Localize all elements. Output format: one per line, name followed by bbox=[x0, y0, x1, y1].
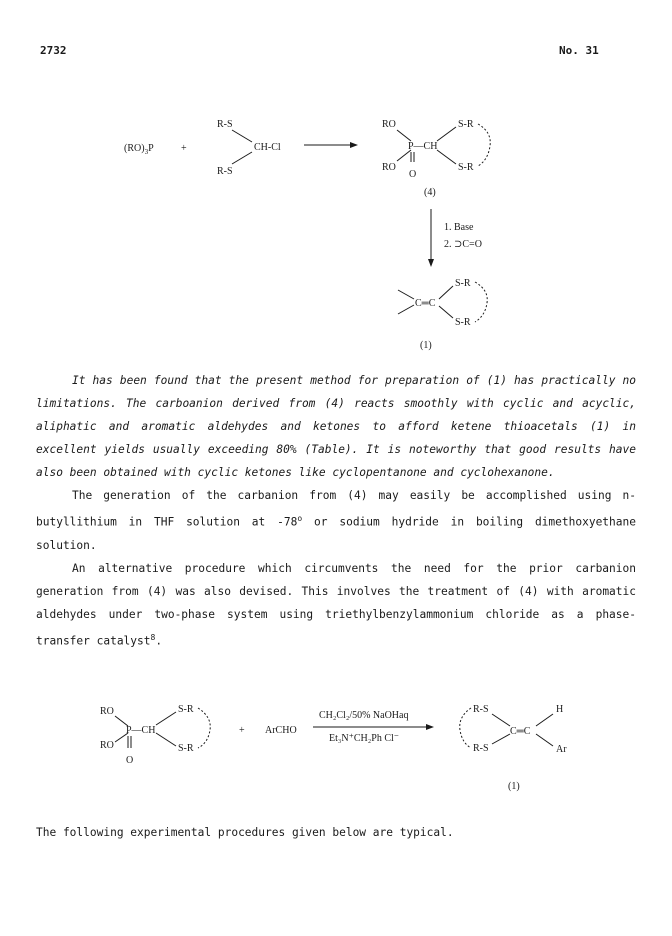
paragraph-1-text: It has been found that the present method for preparation of (1) has practically no limitations. The carboanion derived from (4) reacts smoothly with cyclic and acyclic, aliphatic and aromatic aldehydes and ketones to afford ketene thioacetals (1) in excellent yields usually exceeding 80% (Table). It is noteworthy that good results have also been obtained with cyclic ketones like cyclopentanone and cyclohexanone. bbox=[36, 374, 636, 479]
rs-bottom-label: R-S bbox=[217, 166, 233, 177]
bond-line bbox=[536, 734, 553, 746]
paragraph-2: The generation of the carbanion from (4) may easily be accomplished using n-butyllithium in THF solution at -78$^o$ or sodium hydride in boiling dimethoxyethane solution. bbox=[36, 489, 636, 552]
compound-label-4: (4) bbox=[424, 187, 436, 198]
compound-label-1: (1) bbox=[420, 340, 432, 351]
paragraph-1 bbox=[36, 369, 636, 484]
journal-issue: No. 31 bbox=[559, 44, 599, 57]
reaction-scheme-1 bbox=[0, 0, 672, 360]
prod-h-label: H bbox=[556, 704, 564, 715]
dashed-ring-bond bbox=[475, 282, 487, 322]
bond-line bbox=[439, 286, 453, 299]
plus-sign: + bbox=[181, 143, 187, 154]
paragraph-3: An alternative procedure which circumvents the need for the prior carbanion generation from (4) was also devised. This involves the treatment of (4) with aromatic aldehydes under two-phase system using triethylbenzylammonium chloride as a phase-transfer catalyst$^8$. bbox=[36, 561, 636, 648]
closing-text bbox=[36, 821, 636, 844]
paragraph-4: The following experimental procedures given below are typical. bbox=[36, 826, 454, 839]
ro-bottom-label: RO bbox=[100, 740, 114, 751]
arrow-head-icon bbox=[426, 724, 434, 730]
sr-bottom-label: S-R bbox=[178, 743, 194, 754]
step-2-label: 2. ⊃C=O bbox=[444, 239, 482, 250]
dashed-ring-bond bbox=[460, 708, 471, 748]
arrow-head-icon bbox=[350, 142, 358, 148]
plus-sign: + bbox=[239, 725, 245, 736]
pch-label: P—CH bbox=[126, 725, 156, 736]
oxygen-label: O bbox=[409, 169, 417, 180]
reaction-scheme-2 bbox=[0, 690, 672, 820]
compound-label-1: (1) bbox=[508, 781, 520, 792]
conditions-top-label: CH₂Cl₂/50% NaOHaq bbox=[319, 710, 409, 721]
reagent-trialkyl-phosphite: $(RO)_3P$ bbox=[124, 143, 154, 156]
page-number: 2732 bbox=[40, 44, 67, 57]
bond-line bbox=[437, 127, 456, 141]
ketene-cc-label: C═C bbox=[415, 298, 436, 309]
ketene-sr-bottom-label: S-R bbox=[455, 317, 471, 328]
bond-line bbox=[439, 306, 453, 318]
bond-line bbox=[232, 130, 252, 142]
dashed-ring-bond bbox=[198, 708, 210, 748]
bond-line bbox=[156, 733, 176, 746]
prod-rs-bottom-label: R-S bbox=[473, 743, 489, 754]
sr-top-label: S-R bbox=[458, 119, 474, 130]
ro-top-label: RO bbox=[382, 119, 396, 130]
ro-top-label: RO bbox=[100, 706, 114, 717]
rs-top-label: R-S bbox=[217, 119, 233, 130]
prod-ar-label: Ar bbox=[556, 744, 567, 755]
prod-rs-top-label: R-S bbox=[473, 704, 489, 715]
conditions-bottom-label: Et₃N⁺CH₂Ph Cl⁻ bbox=[329, 733, 400, 744]
bond-line bbox=[232, 152, 252, 164]
chcl-label: CH-Cl bbox=[254, 142, 281, 153]
prod-cc-label: C═C bbox=[510, 726, 531, 737]
bond-line bbox=[398, 305, 414, 314]
archo-label: ArCHO bbox=[265, 725, 297, 736]
dashed-ring-bond bbox=[478, 124, 490, 166]
bond-line bbox=[492, 714, 510, 726]
oxygen-label: O bbox=[126, 755, 134, 766]
pch-label: P—CH bbox=[408, 141, 438, 152]
arrow-head-icon bbox=[428, 259, 434, 267]
step-1-label: 1. Base bbox=[444, 222, 474, 233]
bond-line bbox=[156, 712, 176, 725]
ketene-sr-top-label: S-R bbox=[455, 278, 471, 289]
bond-line bbox=[437, 150, 456, 164]
sr-top-label: S-R bbox=[178, 704, 194, 715]
ro-bottom-label: RO bbox=[382, 162, 396, 173]
bond-line bbox=[397, 130, 411, 141]
sr-bottom-label: S-R bbox=[458, 162, 474, 173]
body-text bbox=[36, 369, 636, 652]
bond-line bbox=[398, 290, 414, 299]
bond-line bbox=[492, 734, 510, 744]
bond-line bbox=[536, 714, 553, 726]
